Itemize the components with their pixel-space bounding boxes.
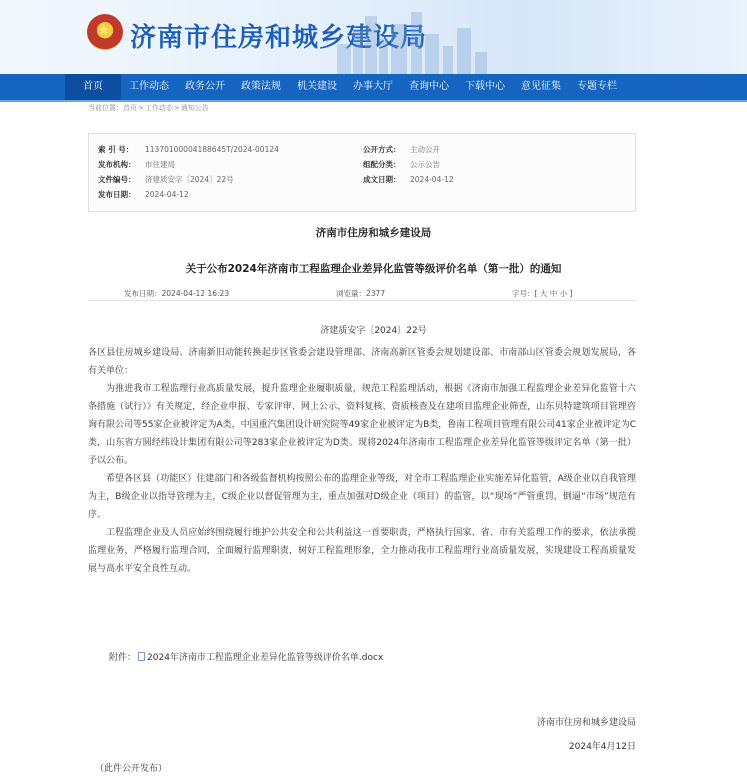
breadcrumb-separator: >: [173, 104, 180, 112]
info-index-label: 索 引 号：: [98, 145, 134, 154]
release-note: （此件公开发布）: [95, 764, 168, 774]
font-size-options[interactable]: [ 大 中 小 ]: [534, 289, 573, 298]
nav-item-policies[interactable]: 政策法规: [241, 81, 281, 92]
info-created-label: 成文日期：: [363, 175, 401, 184]
info-category-label: 组配分类：: [363, 160, 401, 169]
site-banner: [0, 0, 747, 74]
info-created-value: 2024-04-12: [410, 175, 454, 184]
national-emblem-icon: [87, 14, 123, 50]
signature-date: 2024年4月12日: [568, 742, 636, 752]
document-number: 济建质安字〔2024〕22号: [320, 326, 427, 336]
nav-item-opinion-collection[interactable]: 意见征集: [521, 81, 561, 92]
breadcrumb-link-work-news[interactable]: 工作动态: [144, 104, 173, 112]
info-index: [98, 144, 279, 155]
publish-date-label: 发布日期：: [124, 289, 162, 298]
issuing-agency: 济南市住房和城乡建设局: [315, 227, 432, 239]
main-nav: [0, 74, 747, 100]
info-docno-label: 文件编号：: [98, 175, 136, 184]
nav-divider: [0, 100, 747, 102]
meta-divider: [88, 300, 636, 301]
view-count: [336, 288, 385, 299]
view-count-value: 2377: [366, 289, 386, 298]
nav-item-download-center[interactable]: 下载中心: [465, 81, 505, 92]
body-paragraph: 为推进我市工程监理行业高质量发展，提升监理企业履职质量，规范工程监理活动，根据《济南市加强工程监理企业差异化监管十六条措施（试行）》有关规定，经企业申报、专家评审、网上公示、资料复核、资质核查及在建项目监理企业筛查，山东贝特建筑项目管理咨询有限公司等55家企业被评定为A类，中国重汽集团设计研究院等49家企业被评定为B类，鲁南工程项目管理有限公司41家企业被评定为C类，山东省方圆经纬设计集团有限公司等283家企业被评定为D类。现将2024年济南市工程监理企业差异化监管等级评定名单（第一批）予以公布。: [88, 384, 636, 466]
body-paragraph: 希望各区县（功能区）住建部门和各级监督机构按照公布的监理企业等级，对全市工程监理企业实施差异化监管，A级企业以自我管理为主，B级企业以指导管理为主，C级企业以督促管理为主，重点加强对D级企业（项目）的监管，以“现场”严管重罚，倒逼“市场”规范有序。: [88, 474, 636, 520]
info-category-value: 公示公告: [410, 160, 440, 169]
nav-item-special-topics[interactable]: 专题专栏: [577, 81, 617, 92]
nav-item-query-center[interactable]: 查询中心: [409, 81, 449, 92]
article-body: [88, 344, 636, 578]
attachment-file-link[interactable]: 2024年济南市工程监理企业差异化监管等级评价名单.docx: [147, 653, 384, 663]
breadcrumb-link-notices[interactable]: 通知公告: [180, 104, 209, 112]
breadcrumb-link-home[interactable]: 首页: [123, 104, 137, 112]
info-org: [98, 159, 175, 170]
info-org-label: 发布机构：: [98, 160, 136, 169]
info-org-value: 市住建局: [145, 160, 175, 169]
nav-item-service-hall[interactable]: 办事大厅: [353, 81, 393, 92]
article-title: 关于公布2024年济南市工程监理企业差异化监管等级评价名单（第一批）的通知: [185, 263, 562, 275]
font-size-control: [512, 288, 572, 299]
breadcrumb: [88, 103, 209, 113]
nav-item-org-building[interactable]: 机关建设: [297, 81, 337, 92]
font-size-label: 字号：: [512, 289, 535, 298]
addressee-paragraph: 各区县住房城乡建设局、济南新旧动能转换起步区管委会建设管理部、济南高新区管委会规划建设部、市南部山区管委会规划发展局，各有关单位：: [88, 348, 636, 376]
attachment-label: 附件：: [109, 653, 137, 663]
nav-item-gov-affairs[interactable]: 政务公开: [185, 81, 225, 92]
signature-agency: 济南市住房和城乡建设局: [536, 718, 636, 728]
info-mode-label: 公开方式：: [363, 145, 401, 154]
breadcrumb-prefix: 当前位置：: [88, 104, 123, 112]
attachment: [109, 650, 383, 663]
breadcrumb-separator: >: [138, 104, 144, 112]
nav-item-home[interactable]: 首页: [65, 74, 121, 100]
info-index-value: 11370100004188645T/2024-00124: [145, 145, 279, 154]
document-file-icon: [138, 652, 145, 661]
info-date: [98, 189, 189, 200]
skyline-decoration: [337, 8, 497, 74]
info-date-value: 2024-04-12: [145, 190, 189, 199]
info-created: [363, 174, 454, 185]
info-docno-value: 济建质安字〔2024〕22号: [145, 175, 234, 184]
document-info-box: [88, 133, 636, 212]
info-mode-value: 主动公开: [410, 145, 440, 154]
site-title[interactable]: 济南市住房和城乡建设局: [130, 23, 428, 53]
publish-date-value: 2024-04-12 16:23: [161, 289, 230, 298]
info-category: [363, 159, 440, 170]
info-mode: [363, 144, 440, 155]
view-count-label: 浏览量：: [336, 289, 366, 298]
info-date-label: 发布日期：: [98, 190, 136, 199]
info-docno: [98, 174, 234, 185]
publish-date: [124, 288, 229, 299]
nav-item-work-news[interactable]: 工作动态: [129, 81, 169, 92]
body-paragraph: 工程监理企业及人员应始终围绕履行维护公共安全和公共利益这一首要职责，严格执行国家、省、市有关监理工作的要求，依法承揽监理业务，严格履行监理合同，全面履行监理职责，树好工程监理形象，全力推动我市工程监理行业高质量发展，实现建设工程高质量发展与高水平安全良性互动。: [88, 528, 636, 574]
